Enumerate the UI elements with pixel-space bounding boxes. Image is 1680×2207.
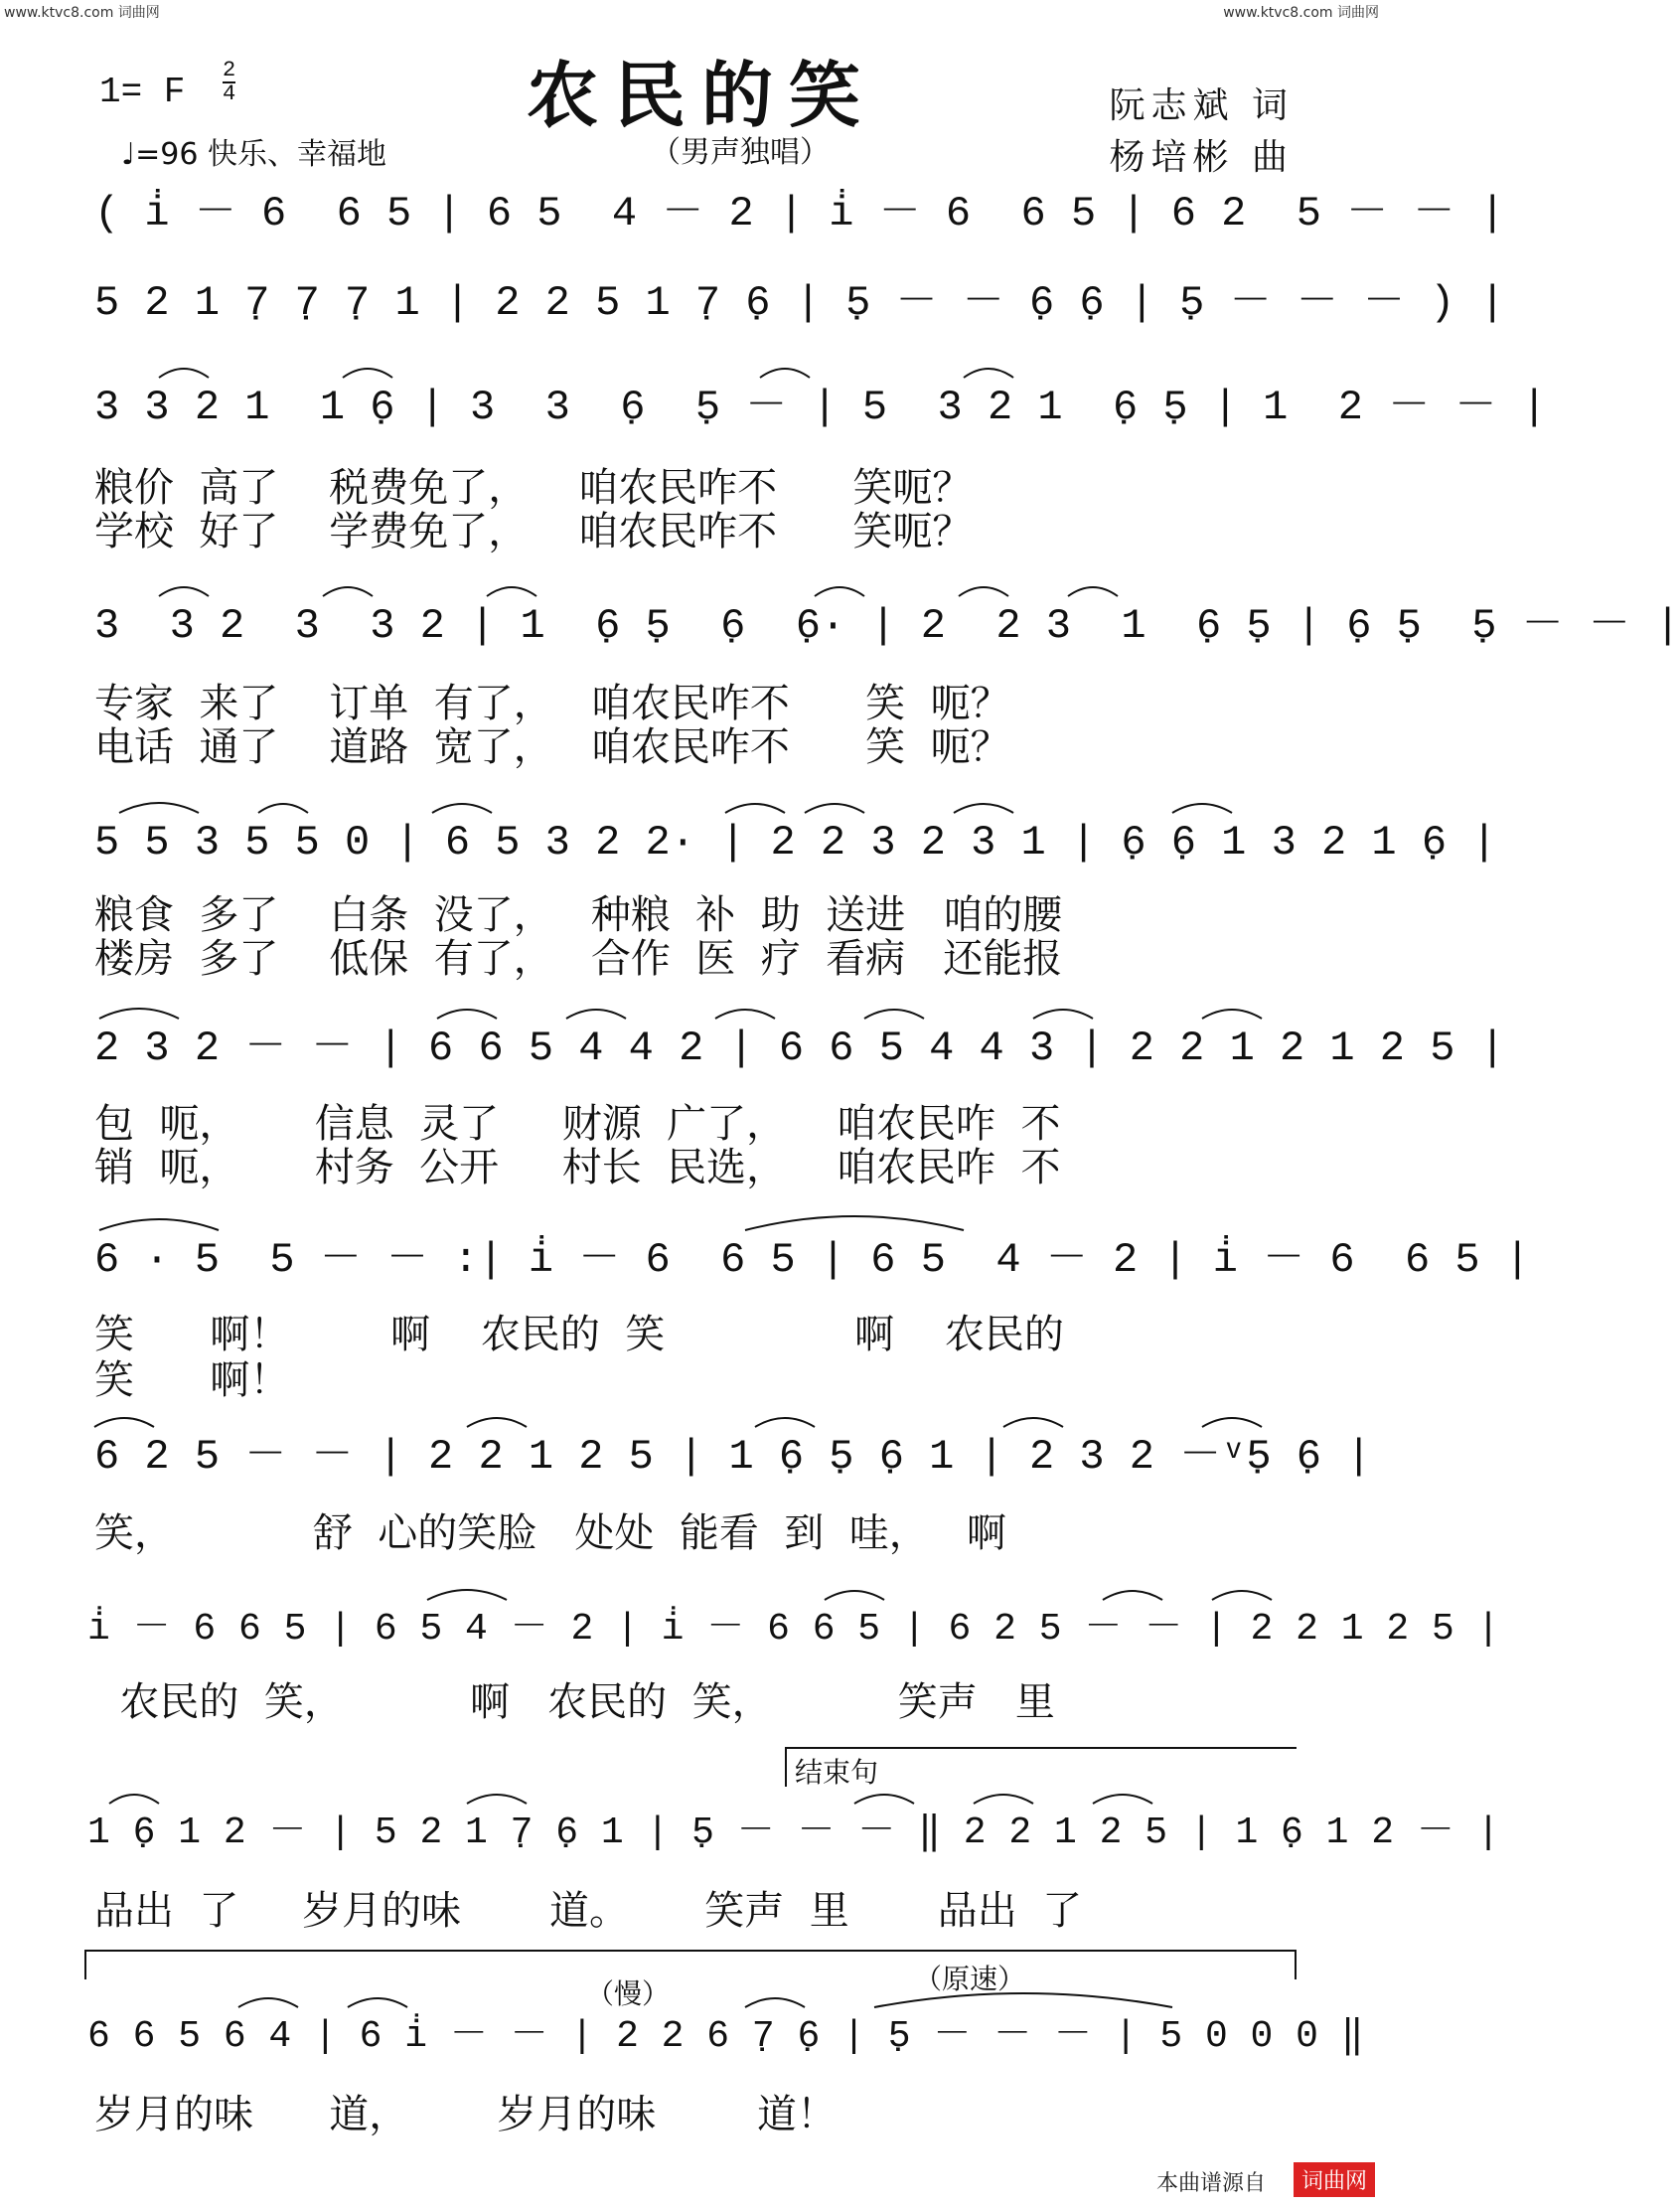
notation-line: 1 6̣ 1 2 － | 5 2 1 7̣ 6̣ 1 | 5̣ － － － ‖ 2 2 1 2 5 | 1 6̣ 1 2 － | <box>87 1812 1500 1854</box>
slur <box>566 1010 626 1019</box>
slur <box>467 1418 527 1427</box>
slur <box>109 1795 159 1804</box>
lyricist: 阮志斌 词 <box>1109 85 1294 126</box>
notation-line: i̇ － 6 6 5 | 6 5 4 － 2 | i̇ － 6 6 5 | 6 2 5 － － | 2 2 1 2 5 | <box>87 1608 1500 1651</box>
slur <box>432 804 492 813</box>
key-signature: 1= F $\frac{2}{4}$ <box>99 58 236 112</box>
ending-bracket-edge <box>1295 1950 1297 1979</box>
slur <box>760 369 810 378</box>
slur <box>954 804 1013 813</box>
slur <box>745 1216 964 1230</box>
notation-line: 3 3 2 1 1 6̣ | 3 3 6̣ 5̣ － | 5 3 2 1 6̣ 5̣ | 1 2 － － | <box>94 384 1547 431</box>
notation-row <box>0 2007 1385 2067</box>
site-watermark-left: www.ktvc8.com 词曲网 <box>4 5 160 21</box>
notation-line: 6 · 5 5 － － :| i̇ － 6 6 5 | 6 5 4 － 2 | i̇ － 6 6 5 | <box>94 1236 1531 1284</box>
slur <box>854 1795 914 1804</box>
slur <box>343 369 392 378</box>
slur <box>427 1590 507 1600</box>
notation-row <box>0 596 1680 656</box>
source-note: 本曲谱源自 <box>1155 2171 1266 2196</box>
ending-bracket-edge <box>785 1747 787 1787</box>
slur <box>487 587 536 596</box>
notation-row <box>0 1427 1385 1487</box>
slur <box>159 369 209 378</box>
slur <box>1103 1591 1162 1600</box>
notation-row <box>0 813 1497 872</box>
ending-bracket-edge <box>84 1950 86 1979</box>
slur <box>99 1009 179 1019</box>
slur <box>1068 587 1118 596</box>
notation-row <box>0 184 1505 243</box>
notation-row <box>0 1804 1500 1863</box>
slur <box>964 369 1013 378</box>
notation-line: 6 2 5 － － | 2 2 1 2 5 | 1 6̣ 5̣ 6̣ 1 | 2 3 2 －ᵛ5̣ 6̣ | <box>94 1433 1372 1481</box>
lyric-line: 学校 好了 学费免了， 咱农民咋不 笑呃？ <box>94 509 973 554</box>
slur <box>815 587 864 596</box>
slur <box>258 804 308 813</box>
slur <box>94 1418 154 1427</box>
slow-marking: （慢） <box>586 1977 671 2010</box>
lyric-line: 销 呃， 村务 公开 村长 民选， 咱农民咋 不 <box>94 1145 1061 1190</box>
site-badge: 词曲网 <box>1294 2162 1375 2197</box>
lyric-line: 楼房 多了 低保 有了， 合作 医 疗 看病 还能报 <box>94 936 1063 982</box>
lyric-line: 品出 了 岁月的味 道。 笑声 里 品出 了 <box>94 1888 1083 1934</box>
page-title: 农民的笑 <box>527 53 877 137</box>
lyric-line: 岁月的味 道， 岁月的味 道！ <box>94 2092 838 2137</box>
subtitle: （男声独唱） <box>651 135 830 170</box>
original-tempo-marking: （原速） <box>914 1963 1026 1995</box>
ending-bracket <box>785 1747 1297 1749</box>
slur <box>1003 1418 1063 1427</box>
slur <box>805 804 864 813</box>
site-watermark-right: www.ktvc8.com 词曲网 <box>1223 5 1379 21</box>
slur <box>715 1010 775 1019</box>
lyric-line: 笑 啊！ 啊 农民的 笑 啊 农民的 <box>94 1312 1064 1357</box>
lyric-line: 农民的 笑， 啊 农民的 笑， 笑声 里 <box>94 1679 1055 1725</box>
slur <box>238 1998 298 2007</box>
slur <box>974 1795 1033 1804</box>
slur <box>348 1998 407 2007</box>
slur <box>959 587 1008 596</box>
slur <box>99 1219 219 1230</box>
notation-line: 6 6 5 6 4 | 6 i̇ － － | 2 2 6 7̣ 6̣ | 5̣ － － － | 5 0 0 0 ‖ <box>87 2015 1364 2058</box>
notation-line: 3 3 2 3 3 2 | 1 6̣ 5̣ 6̣ 6̣· | 2 2 3 1 6̣ 5̣ | 6̣ 5̣ 5̣ － － | <box>94 602 1680 650</box>
notation-row <box>0 1230 1531 1290</box>
slur <box>159 587 209 596</box>
lyric-line: 专家 来了 订单 有了， 咱农民咋不 笑 呃？ <box>94 681 1010 726</box>
lyric-line: 粮价 高了 税费免了， 咱农民咋不 笑呃？ <box>94 465 973 511</box>
slur <box>1033 1010 1093 1019</box>
slur <box>755 1418 815 1427</box>
slur <box>467 1795 527 1804</box>
slur <box>825 1591 884 1600</box>
notation-line: 5 5 3 5 5 0 | 6 5 3 2 2· | 2 2 3 2 3 1 | 6̣ 6̣ 1 3 2 1 6̣ | <box>94 819 1497 867</box>
slur <box>864 1010 924 1019</box>
notation-line: 2 3 2 － － | 6 6 5 4 4 2 | 6 6 5 4 4 3 | 2 2 1 2 1 2 5 | <box>94 1025 1505 1072</box>
time-signature: $\frac{2}{4}$ <box>223 58 236 106</box>
tempo-marking: ♩=96 快乐、幸福地 <box>121 137 386 172</box>
slur <box>745 1998 805 2007</box>
lyric-line: 粮食 多了 白条 没了， 种粮 补 助 送进 咱的腰 <box>94 892 1063 938</box>
slur <box>1093 1795 1152 1804</box>
lyric-line: 笑 啊！ <box>94 1357 290 1403</box>
slur <box>1212 1591 1272 1600</box>
notation-row <box>0 1019 1505 1078</box>
notation-line: 5 2 1 7̣ 7̣ 7̣ 1 | 2 2 5 1 7̣ 6̣ | 5̣ － － 6̣ 6̣ | 5̣ － － － ) | <box>94 279 1505 327</box>
slur <box>1202 1418 1262 1427</box>
slur <box>1202 1010 1262 1019</box>
notation-line: ( i̇ － 6 6 5 | 6 5 4 － 2 | i̇ － 6 6 5 | 6 2 5 － － | <box>94 190 1505 237</box>
slur <box>725 804 785 813</box>
slur <box>437 1010 497 1019</box>
composer: 杨培彬 曲 <box>1109 137 1294 178</box>
lyric-line: 包 呃， 信息 灵了 财源 广了， 咱农民咋 不 <box>94 1101 1061 1147</box>
notation-row <box>0 378 1547 437</box>
slur <box>1172 804 1232 813</box>
ending-bracket-line <box>84 1950 1297 1952</box>
lyric-line: 笑， 舒 心的笑脸 处处 能看 到 哇， 啊 <box>94 1510 1006 1556</box>
slur <box>323 587 373 596</box>
notation-row <box>0 1600 1500 1659</box>
lyric-line: 电话 通了 道路 宽了， 咱农民咋不 笑 呃？ <box>94 724 1010 770</box>
ending-label: 结束句 <box>795 1756 879 1789</box>
slur <box>119 803 199 813</box>
notation-row <box>0 273 1505 333</box>
